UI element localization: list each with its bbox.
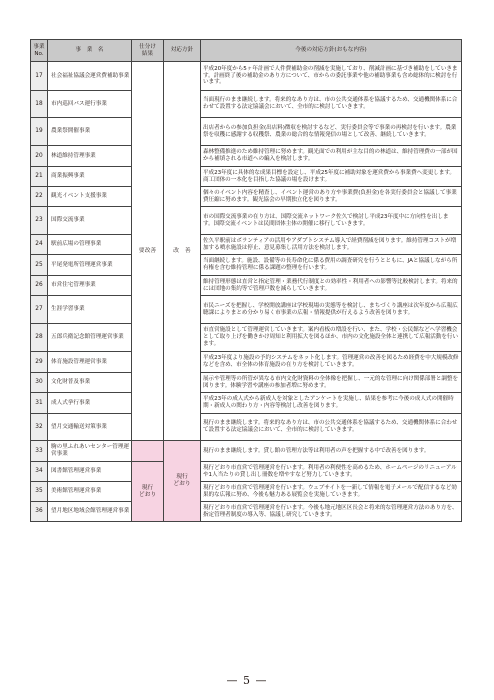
row-number: 28 [31, 324, 48, 352]
project-name: 文化財普及事業 [48, 373, 132, 393]
table-row [31, 441, 462, 462]
project-name: 図書館管理運営事業 [48, 462, 132, 482]
project-name: 駅前広場の管理事業 [48, 235, 132, 255]
table-row [31, 414, 462, 441]
policy-details: 当面継続します。施設、設備等の長寿命化に係る費用の調査研究を行うとともに、JAと協議しながら所有権を含む維持管理に係る課題の整理を行います。 [201, 255, 462, 276]
policy-details: 現行どおり市直営で管理運営を行います。今後も地元地区区長会と将来的な管理運営方法のあり方を、指定管理者制度の導入等、協議し研究していきます。 [201, 502, 462, 522]
classification-blank [132, 441, 164, 462]
row-number: 23 [31, 207, 48, 235]
policy-details: 平成23年度より施設の予約システムをネット化します。管理運営の改善を図るため経費を中大規模改修などを含め、市全体の体育施設の在り方を検討していきます。 [201, 352, 462, 373]
header-name: 事 業 名 [48, 40, 132, 62]
project-name: 観光イベント支援事業 [48, 187, 132, 207]
table-row [31, 482, 462, 502]
row-number: 29 [31, 352, 48, 373]
header-details: 今後の対応方針(おもな内容) [201, 40, 462, 62]
classification-improve: 要改善 [132, 62, 164, 441]
row-number: 21 [31, 167, 48, 187]
table-row [31, 207, 462, 235]
table-row [31, 167, 462, 187]
policy-details: 森林整備推進のため維持管理に努めます。観光面での利用が主な目的の林道は、維持管理費の一部が国から補填される市道への編入を検討します。 [201, 146, 462, 167]
table-row [31, 352, 462, 373]
page-number: — 5 — [226, 674, 268, 687]
row-number: 17 [31, 62, 48, 91]
policy-details: 現行どおり市直営で管理運営を行います。利用者の利便性を高めるため、ホームページのリニューアルや1人当たりの貸し出し冊数を増やすなど努力していきます。 [201, 462, 462, 482]
row-number: 26 [31, 276, 48, 296]
project-name: 平尾発電所管理運営事業 [48, 255, 132, 276]
header-policy: 対応方針 [164, 40, 201, 62]
table-row [31, 373, 462, 393]
row-number: 27 [31, 296, 48, 324]
project-name: 望月交通輸送対策事業 [48, 414, 132, 441]
classification-current: 現行 どおり [132, 462, 164, 522]
policy-current: 現行 どおり [164, 441, 201, 522]
policy-details: 当面現行のまま継続します。将来的なあり方は、市の公共交通体系を協議するため、交通機関体系に合わせて設置する法定協議会において、全市的に検討していきます。 [201, 91, 462, 118]
table-header-row [31, 40, 462, 62]
table-row [31, 296, 462, 324]
policy-table [30, 39, 462, 522]
row-number: 32 [31, 414, 48, 441]
policy-improve: 改 善 [164, 62, 201, 441]
project-name: 美術館管理運営事業 [48, 482, 132, 502]
policy-details: 維持管理形態は直営と指定管理・業務代行制度との効率性・利用者への影響等比較検討します。将来的には団地の集約等で管理戸数を減らしていきます。 [201, 276, 462, 296]
policy-details: 市民ニーズを把握し、学校開放講座は学校現場の実態等を検討し、まちづくり講座は次年度から広報広聴課によりまとめ分かり易く市事業の広報・情報提供が行えるよう改善を図ります。 [201, 296, 462, 324]
row-number: 35 [31, 482, 48, 502]
table-row [31, 235, 462, 255]
table-row [31, 91, 462, 118]
project-name: 市内巡回バス運行事業 [48, 91, 132, 118]
row-number: 24 [31, 235, 48, 255]
row-number: 36 [31, 502, 48, 522]
policy-details: 現行のまま継続します。貸し館の管理方法等は利用者の声を把握する中で改善を図ります。 [201, 441, 462, 462]
table-row [31, 276, 462, 296]
policy-details: 市の国際交流事業の在り方は、国際交流ネットワーク佐久で検討し平成23年度中に方向性を出します。国際交流イベントは民間団体主体の開催に移行していきます。 [201, 207, 462, 235]
project-name: 成人式挙行事業 [48, 393, 132, 414]
table-row [31, 62, 462, 91]
table-row [31, 462, 462, 482]
policy-details: 平成20年度から5ヶ年計画で人件費補助金の削減を実施しており、削減計画に基づき補助をしていきます。計画終了後の補助金のあり方について、市からの委託事業や他の補助事業も含め総体的に検討を行います。 [201, 62, 462, 91]
policy-details: 佐久平駅前はボランティアの活用やアダプトシステム導入で経費削減を図ります。維持管理コストが増加する噴水施設は停止、意見募集し活用方法を検討します。 [201, 235, 462, 255]
table-row [31, 146, 462, 167]
project-name: 社会福祉協議会運営費補助事業 [48, 62, 132, 91]
row-number: 20 [31, 146, 48, 167]
policy-details: 展示や管理等の所管が異なる市内文化財資料の全体像を把握し、一元的な管理に向け関係部署と調整を図ります。体験学習や講座の参加者増に努めます。 [201, 373, 462, 393]
row-number: 31 [31, 393, 48, 414]
policy-table-container [30, 39, 461, 522]
policy-details: 市直営施設として管理運営していきます。案内看板の増設を行い、また、学校・公民館などへ学習機会として取り上げを働きかけ周知と利用拡大を図るほか、市内の文化施設全体と連携して広報活動を行います。 [201, 324, 462, 352]
policy-details: 現行どおり市直営で管理運営を行います。ウェブサイトを一新して情報を電子メールで配信するなど効果的な広報に努め、今後も魅力ある展覧会を実施していきます。 [201, 482, 462, 502]
policy-details: 個々のイベント内容を精査し、イベント運営のあり方や事業費(負担金)を各実行委員会と協議して事業費圧縮に努めます。観光協会の早期独立化を図ります。 [201, 187, 462, 207]
project-name: 望月地区地域会館管理運営事業 [48, 502, 132, 522]
row-number: 19 [31, 118, 48, 146]
project-name: 国際交流事業 [48, 207, 132, 235]
project-name: 農業祭開催事業 [48, 118, 132, 146]
table-row [31, 118, 462, 146]
policy-details: 平成23年度に具体的な成果目標を設定し、平成25年度に補助対象を運営費から事業費へ変更します。商工団体の一本化を目指した協議の場を設けます。 [201, 167, 462, 187]
header-classification: 仕分け 結果 [132, 40, 164, 62]
policy-details: 平成23年の成人式から新成人を対象としたアンケートを実施し、結果を参考に今後の成人式の開催時期・新成人の関わり方・内容等検討し改善を図ります。 [201, 393, 462, 414]
row-number: 18 [31, 91, 48, 118]
header-no: 事業 No. [31, 40, 48, 62]
row-number: 34 [31, 462, 48, 482]
table-row [31, 324, 462, 352]
table-row [31, 255, 462, 276]
project-name: 駒の里ふれあいセンター管理運営事業 [48, 441, 132, 462]
project-name: 生涯学習事業 [48, 296, 132, 324]
table-row [31, 187, 462, 207]
table-row [31, 502, 462, 522]
project-name: 商業振興事業 [48, 167, 132, 187]
project-name: 体育施設管理運営事業 [48, 352, 132, 373]
project-name: 市営住宅管理事業 [48, 276, 132, 296]
row-number: 22 [31, 187, 48, 207]
project-name: 五郎兵衛記念館管理運営事業 [48, 324, 132, 352]
table-row [31, 393, 462, 414]
row-number: 30 [31, 373, 48, 393]
row-number: 33 [31, 441, 48, 462]
project-name: 林道維持管理事業 [48, 146, 132, 167]
policy-details: 現行のまま継続します。将来的なあり方は、市の公共交通体系を協議するため、交通機関体系に合わせて設置する法定協議会において、全市的に検討していきます。 [201, 414, 462, 441]
policy-details: 出店者からの参加負担金(出店料)徴収を検討するなど、実行委員会等で事業の再検討を行います。農業祭を収穫に感謝する収穫祭、農業の総合的な情報発信の場として改善、継続していきます。 [201, 118, 462, 146]
row-number: 25 [31, 255, 48, 276]
